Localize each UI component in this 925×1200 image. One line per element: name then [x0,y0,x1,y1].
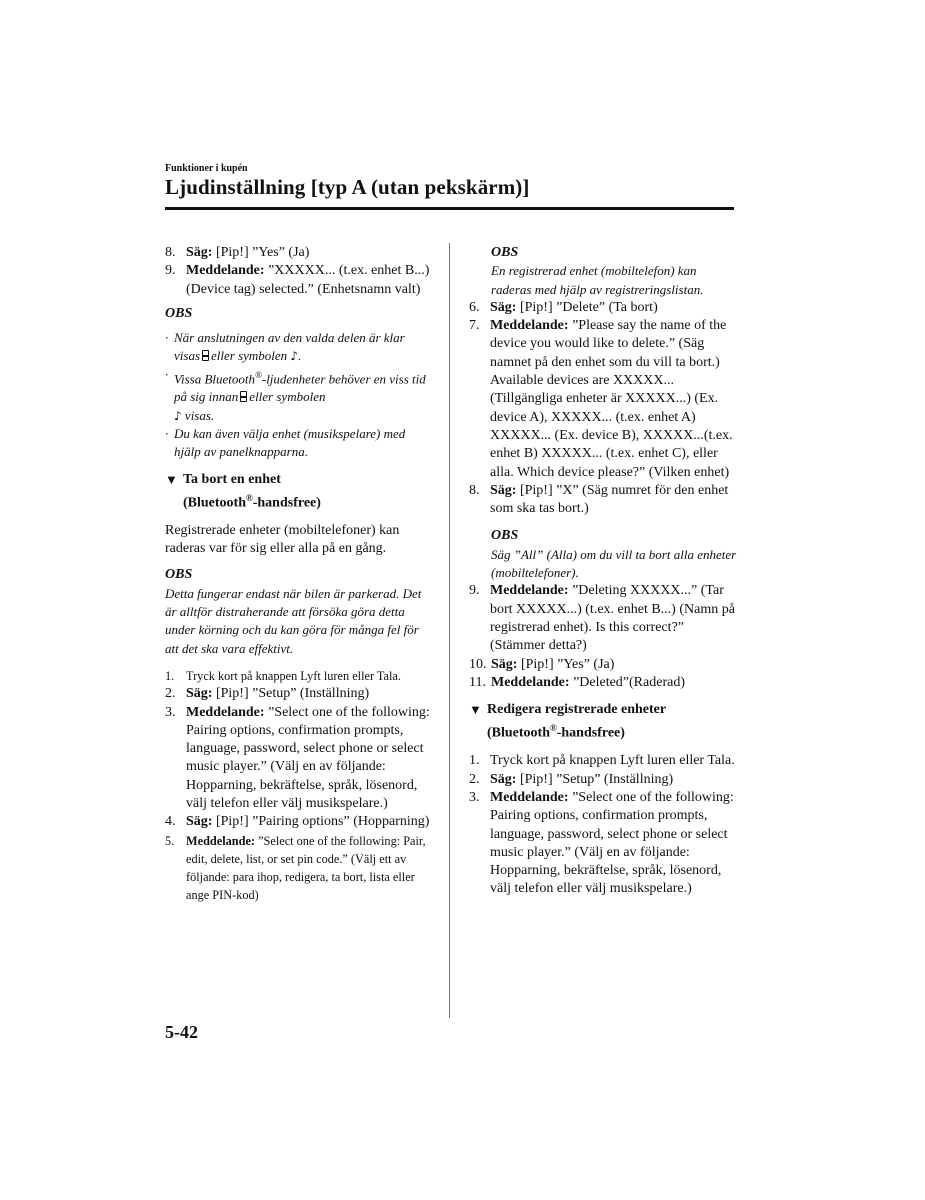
heading-text: (Bluetooth [183,495,246,511]
step-number: 8. [165,245,176,260]
step-number: 1. [469,753,480,769]
step-label: Säg: [491,656,518,672]
step-number: 2. [469,771,480,787]
step-text: [Pip!] ”X” (Säg numret för den enhet som ska tas bort.) [490,482,729,517]
step-text: ”Deleted”(Raderad) [569,674,685,690]
step-text: Tryck kort på knappen Lyft luren eller Tala. [186,668,401,683]
step-number: 3. [469,789,480,805]
section-heading [165,471,433,513]
bullet-text: . [298,348,302,364]
heading-text: -handsfree) [252,495,321,511]
heading-text: (Bluetooth [487,726,550,742]
obs-title: OBS [165,305,193,321]
step-text: ”Select one of the following: Pairing options, confirmation prompts, language, password, select phone or select music player.” (Välj en av följande: Hopparning, bekräftelse, språk, lösenord, välj telefon eller välj musikspelare.) [490,789,734,897]
page-number: 5-42 [165,1022,198,1042]
step-text: [Pip!] ”Delete” (Ta bort) [516,299,658,315]
step-label: Meddelande: [186,833,255,848]
steps-list [165,667,433,905]
heading-text: Ta bort en enhet [183,471,281,487]
step-label: Meddelande: [490,583,569,599]
step-label: Meddelande: [186,263,265,279]
registered-mark: ® [246,492,253,503]
step-number: 3. [165,704,176,720]
bullet-item: · När anslutningen av den valda delen är klar visas eller symbolen ♪. [165,330,405,364]
obs-title: OBS [491,245,519,260]
step-number: 8. [469,482,480,498]
step-number: 4. [165,814,176,830]
step-number: 7. [469,318,480,334]
bullet-item: · Du kan även välja enhet (musikspelare) med hjälp av panelknapparna. [165,425,433,462]
registered-mark: ® [550,723,557,734]
step-text: [Pip!] ”Setup” (Inställning) [516,771,674,787]
step-item [165,667,433,685]
step-label: Säg: [490,299,517,315]
bullet-text: Vissa Bluetooth [174,371,256,387]
step-text: ”Deleting XXXXX...” (Tar bort XXXXX...) (t.ex. enhet B...) (Namn på registrerad enhet). Is this correct?” (Stämmer detta?) [490,583,735,654]
step-label: Meddelande: [491,674,570,690]
step-item [165,262,433,299]
bullet-text: eller symbolen [211,348,288,364]
step-label: Säg: [490,771,517,787]
step-item [165,685,433,703]
obs-text: Säg ”All” (Alla) om du vill ta bort alla enheter (mobiltelefoner). [491,546,737,581]
step-label: Meddelande: [490,789,569,805]
bullet-text: eller symbolen [249,389,326,405]
step-item [469,582,737,655]
step-item [469,656,737,674]
bullet-text: -ljudenheter behöver en viss tid på sig innan [174,371,426,405]
step-label: Meddelande: [186,704,265,720]
step-text: [Pip!] ”Yes” (Ja) [212,245,310,260]
bullet-item: · Vissa Bluetooth®-ljudenheter behöver en viss tid på sig innan eller symbolen ♪ visas. [165,366,426,423]
heading-text: Redigera registrerade enheter [487,702,667,718]
step-text: [Pip!] ”Yes” (Ja) [517,656,615,672]
right-column [469,244,737,899]
step-text: ”Select one of the following: Pair, edit, delete, list, or set pin code.” (Välj ett av följande: para ihop, redigera, ta bort, lista eller ange PIN-kod) [186,833,426,903]
steps-list [469,752,737,898]
step-item [469,482,737,519]
bullet-text: visas. [184,407,215,423]
step-item [469,299,737,317]
step-text: [Pip!] ”Setup” (Inställning) [212,686,370,702]
registered-mark: ® [255,369,262,380]
step-number: 10. [469,656,487,672]
title-rule [165,207,734,210]
phone-icon [240,391,247,402]
left-column [165,244,433,905]
step-text: ”Please say the name of the device you would like to delete.” (Säg namnet på den enhet som du vill ta bort.) Available devices are XXXXX...(Tillgängliga enheter är XXXXX...) (Ex. device A), XXXXX... (t.ex. enhet A) XXXXX... (Ex. device B), XXXXX...(t.ex. enhet B) XXXXX... (t.ex. enhet C), eller alla. Which device please?” (Vilken enhet) [490,318,733,480]
step-number: 9. [469,583,480,599]
step-number: 11. [469,674,486,690]
step-text: ”XXXXX... (t.ex. enhet B...) (Device tag) selected.” (Enhetsnamn valt) [186,263,430,297]
obs-title: OBS [491,528,519,544]
triangle-down-icon: ▼ [165,471,178,487]
step-item [165,244,433,262]
step-item [469,317,737,482]
bullet-text: När anslutningen av den valda delen är klar visas [174,330,405,364]
obs-text: En registrerad enhet (mobiltelefon) kan raderas med hjälp av registreringslistan. [491,263,704,297]
step-label: Säg: [186,686,213,702]
step-item [469,789,737,899]
step-text: [Pip!] ”Pairing options” (Hopparning) [212,814,430,830]
step-label: Säg: [186,814,213,830]
step-item [469,771,737,789]
section-heading [469,701,737,743]
step-item [165,704,433,814]
step-number: 9. [165,263,176,279]
music-note-icon: ♪ [174,408,182,423]
triangle-down-icon: ▼ [469,702,482,718]
section-label: Funktioner i kupén [165,163,248,174]
obs-bullets [165,329,433,461]
phone-icon [202,350,209,361]
bullet-text: Du kan även välja enhet (musikspelare) med hjälp av panelknapparna. [174,426,406,460]
page-title: Ljudinställning [typ A (utan pekskärm)] [165,175,530,199]
step-number: 5. [165,833,175,848]
step-label: Säg: [490,482,517,498]
heading-text: -handsfree) [556,726,625,742]
obs-text: Detta fungerar endast när bilen är parkerad. Det är alltför distraherande att försöka göra detta under körning och du kan göra för många fel för att det ska vara effektivt. [165,585,422,656]
music-note-icon: ♪ [290,349,299,364]
step-number: 2. [165,686,176,702]
step-text: ”Select one of the following: Pairing options, confirmation prompts, language, password, select phone or select music player.” (Välj en av följande: Hopparning, bekräftelse, språk, lösenord, välj telefon eller välj musikspelare.) [186,704,430,811]
step-label: Säg: [186,245,213,260]
column-divider [449,243,450,1018]
step-text: Tryck kort på knappen Lyft luren eller Tala. [490,753,735,769]
step-item [165,832,433,905]
step-number: 6. [469,299,480,315]
step-label: Meddelande: [490,318,569,334]
step-item [469,752,737,770]
step-number: 1. [165,668,175,683]
step-item [469,674,737,692]
step-item [165,813,433,831]
obs-title: OBS [165,567,193,583]
paragraph: Registrerade enheter (mobiltelefoner) kan raderas var för sig eller alla på en gång. [165,522,400,557]
